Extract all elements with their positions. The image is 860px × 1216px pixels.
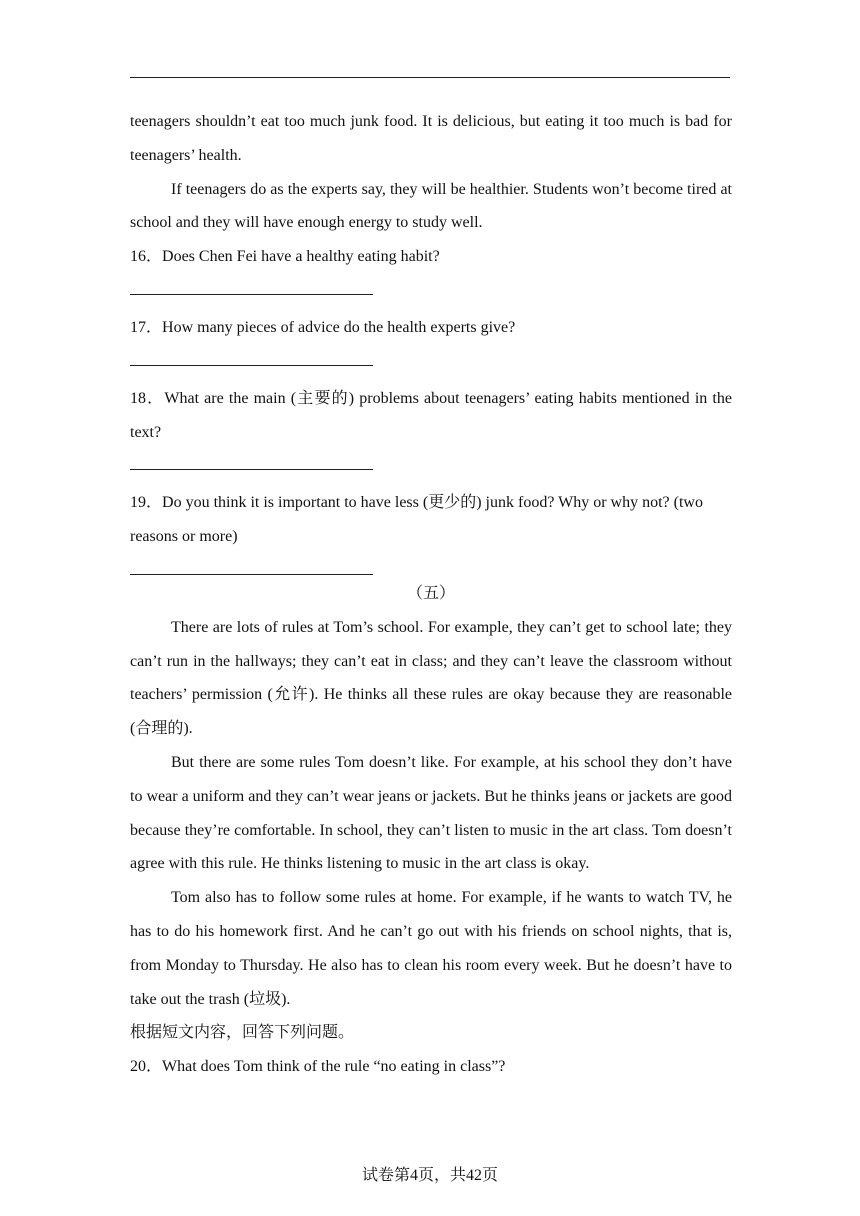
question-text: What are the main (主要的) problems about teenagers’ eating habits mentioned in the text? [130, 389, 732, 441]
question-17 [130, 311, 732, 345]
question-number: 17． [130, 318, 163, 336]
question-19 [130, 486, 732, 554]
section-title: （五） [406, 584, 455, 602]
question-20 [130, 1050, 732, 1084]
answer-line [130, 469, 373, 470]
question-16 [130, 240, 732, 274]
answer-line [130, 365, 373, 366]
question-text: What does Tom think of the rule “no eating in class”? [162, 1058, 506, 1076]
header-rule [130, 77, 730, 78]
question-number: 18． [130, 389, 165, 407]
passage-paragraph: If teenagers do as the experts say, they will be healthier. Students won’t become tired at school and they will have enough energy to study well. [130, 180, 732, 232]
passage-paragraph: But there are some rules Tom doesn’t like. For example, at his school they don’t have to wear a uniform and they can’t wear jeans or jackets. But he thinks jeans or jackets are good because they’re comfortable. In school, they can’t listen to music in the art class. Tom doesn’t agree with this rule. He thinks listening to music in the art class is okay. [130, 753, 732, 873]
passage-paragraph: There are lots of rules at Tom’s school. For example, they can’t get to school late; they can’t run in the hallways; they can’t eat in class; and they can’t leave the classroom without teachers’ permission (允许). He thinks all these rules are okay because they are reasonable (合理的). [130, 618, 732, 738]
instruction: 根据短文内容，回答下列问题。 [130, 1024, 355, 1042]
question-18 [130, 382, 732, 450]
passage-paragraph: teenagers shouldn’t eat too much junk food. It is delicious, but eating it too much is bad for teenagers’ health. [130, 113, 732, 164]
question-number: 20． [130, 1058, 163, 1076]
question-text: Do you think it is important to have less (更少的) junk food? Why or why not? (two reasons or more) [130, 494, 703, 546]
question-number: 16． [130, 248, 163, 266]
question-text: Does Chen Fei have a healthy eating habit? [162, 248, 440, 266]
question-number: 19． [130, 494, 163, 512]
answer-line [130, 574, 373, 575]
answer-line [130, 294, 373, 295]
question-text: How many pieces of advice do the health experts give? [162, 318, 516, 336]
passage-paragraph: Tom also has to follow some rules at home. For example, if he wants to watch TV, he has to do his homework first. And he can’t go out with his friends on school nights, that is, from Monday to Thursday. He also has to clean his room every week. But he doesn’t have to take out the trash (垃圾). [130, 889, 732, 1008]
page-footer: 试卷第4页，共42页 [361, 1167, 498, 1184]
page-content [130, 105, 732, 1084]
